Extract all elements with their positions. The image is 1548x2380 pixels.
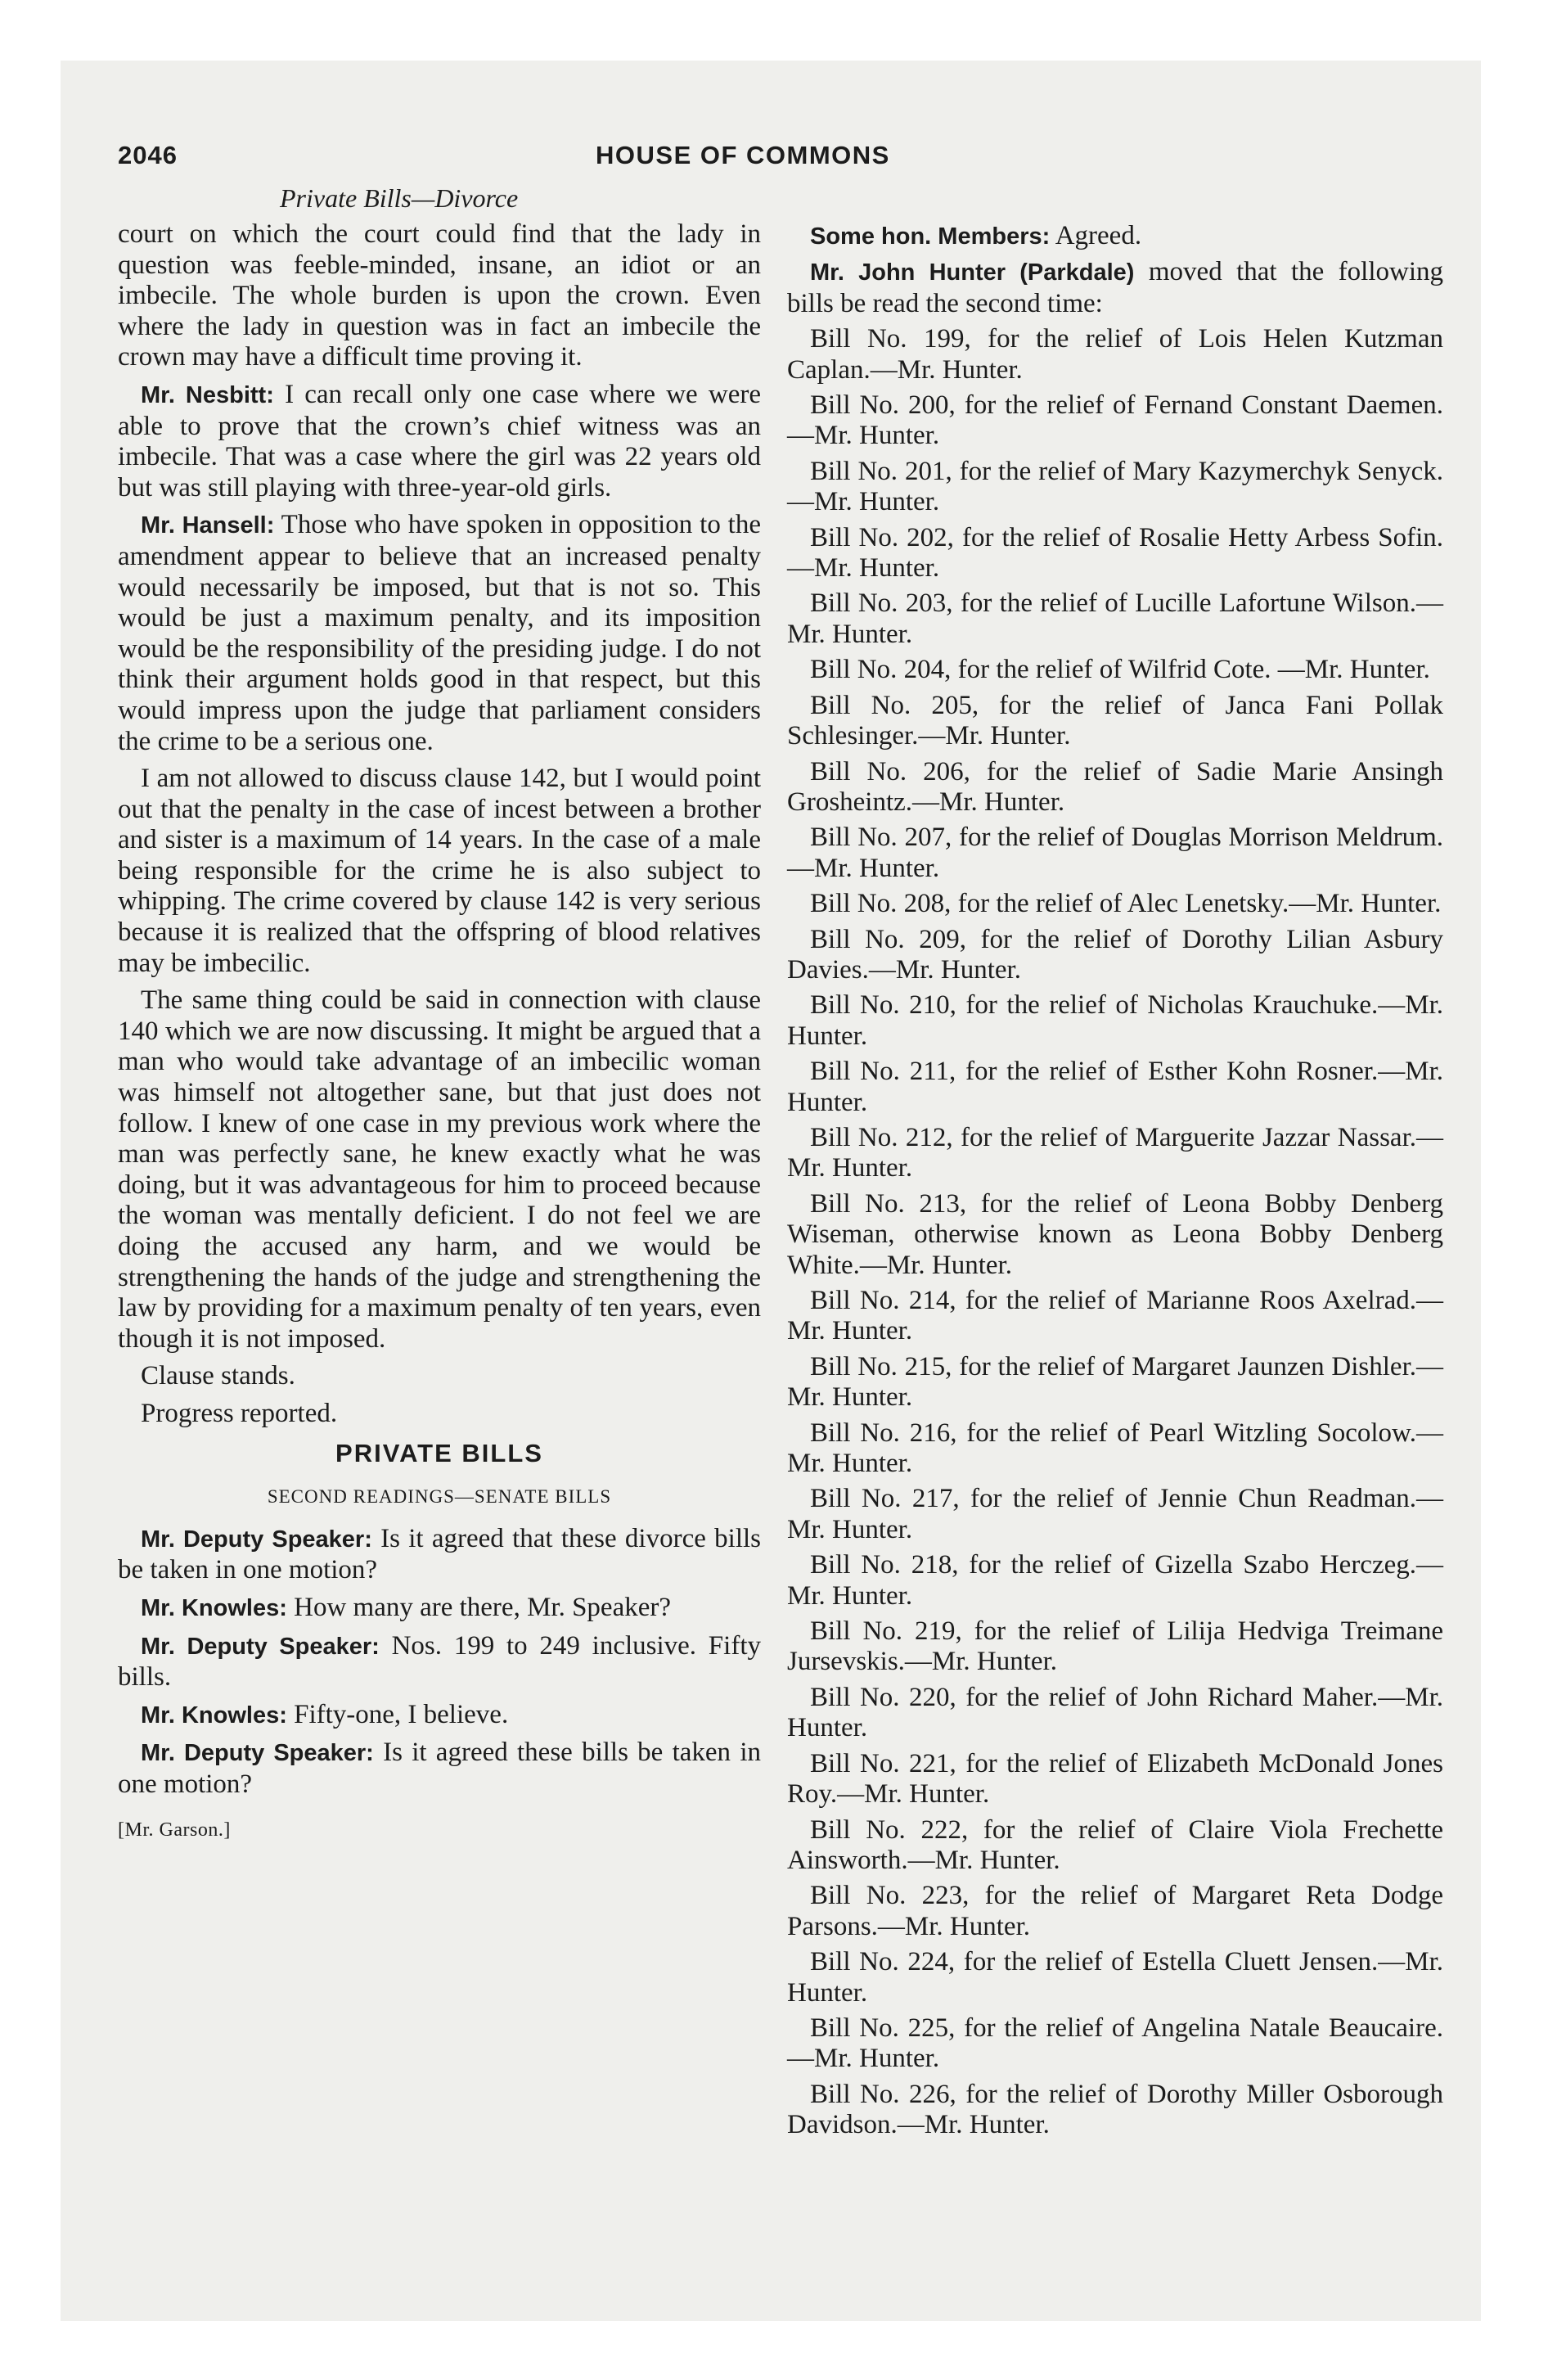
speaker-name: Mr. Knowles:	[141, 1594, 287, 1621]
speech-paragraph	[118, 1631, 761, 1693]
speech-text: Is it agreed that these divorce bills be taken in one motion?	[118, 1523, 761, 1585]
procedural-note: Progress reported.	[141, 1398, 338, 1428]
speech-paragraph	[118, 380, 761, 503]
bill-entry: Bill No. 202, for the relief of Rosalie Hetty Arbess Sofin.—Mr. Hunter.	[787, 522, 1443, 584]
speaker-name: Mr. Deputy Speaker:	[141, 1633, 380, 1660]
paragraph: The same thing could be said in connection with clause 140 which we are now discussing. It might be argued that a man who would take advantage of an imbecilic woman was himself not altogether sane, but that just does not follow. I knew of one case in my previous work where the man was perfectly sane, he knew exactly what he was doing, but it was advantageous for him to proceed because the woman was mentally deficient. I do not feel we are doing the accused any harm, and we would be strengthening the hands of the judge and strengthening the law by providing for a maximum penalty of ten years, even though it is not imposed.	[118, 985, 761, 1354]
bill-entry: Bill No. 213, for the relief of Leona Bobby Denberg Wiseman, otherwise known as Leona Bobby Denberg White.—Mr. Hunter.	[787, 1188, 1443, 1280]
speaker-name: Mr. Hansell:	[141, 512, 275, 539]
bill-list	[787, 324, 1443, 2140]
speech-text: Fifty-one, I believe.	[294, 1699, 509, 1729]
procedural-note: Clause stands.	[141, 1361, 295, 1391]
bill-entry: Bill No. 226, for the relief of Dorothy Miller Osborough Davidson.—Mr. Hunter.	[787, 2079, 1443, 2140]
speech-paragraph	[787, 257, 1443, 319]
bill-entry: Bill No. 216, for the relief of Pearl Witzling Socolow.—Mr. Hunter.	[787, 1418, 1443, 1479]
bill-entry: Bill No. 221, for the relief of Elizabeth McDonald Jones Roy.—Mr. Hunter.	[787, 1748, 1443, 1810]
speaker-name: Mr. Knowles:	[141, 1702, 287, 1729]
speech-paragraph	[118, 1738, 761, 1800]
bill-entry: Bill No. 223, for the relief of Margaret Reta Dodge Parsons.—Mr. Hunter.	[787, 1881, 1443, 1941]
speech-paragraph	[118, 1524, 761, 1586]
bill-entry: Bill No. 218, for the relief of Gizella Szabo Herczeg.—Mr. Hunter.	[787, 1550, 1443, 1611]
speech-text: moved that the following bills be read the second time:	[787, 257, 1444, 318]
speaker-name: Mr. Deputy Speaker:	[141, 1526, 372, 1553]
speech-paragraph	[118, 510, 761, 757]
bill-entry: Bill No. 211, for the relief of Esther Kohn Rosner.—Mr. Hunter.	[787, 1057, 1443, 1117]
page-number: 2046	[118, 141, 178, 169]
left-column	[118, 219, 761, 1846]
speech-text: How many are there, Mr. Speaker?	[294, 1592, 672, 1622]
paragraph: I am not allowed to discuss clause 142, but I would point out that the penalty in the case of incest between a brother and sister is a maximum of 14 years. In the case of a male being responsible for the crime he is also subject to whipping. The crime covered by clause 142 is very serious because it is realized that the offspring of blood relatives may be imbecilic.	[118, 764, 761, 978]
page-header	[118, 141, 952, 177]
bill-entry: Bill No. 217, for the relief of Jennie Chun Readman.—Mr. Hunter.	[787, 1484, 1443, 1544]
bill-entry: Bill No. 208, for the relief of Alec Lenetsky.—Mr. Hunter.	[810, 889, 1442, 919]
speech-paragraph	[118, 1593, 761, 1625]
bill-entry: Bill No. 206, for the relief of Sadie Marie Ansingh Grosheintz.—Mr. Hunter.	[787, 756, 1443, 817]
speech-paragraph	[787, 221, 1443, 252]
section-title: PRIVATE BILLS	[335, 1438, 543, 1467]
bill-entry: Bill No. 203, for the relief of Lucille Lafortune Wilson.—Mr. Hunter.	[787, 588, 1443, 649]
speaker-name: Some hon. Members:	[810, 223, 1051, 250]
speech-paragraph	[118, 1700, 761, 1732]
bill-entry: Bill No. 215, for the relief of Margaret Jaunzen Dishler.—Mr. Hunter.	[787, 1351, 1443, 1413]
speech-text: Agreed.	[1055, 221, 1142, 250]
speaker-name: Mr. Deputy Speaker:	[141, 1740, 374, 1767]
speech-text: Is it agreed these bills be taken in one motion?	[118, 1738, 761, 1799]
section-subhead: Private Bills—Divorce	[280, 183, 519, 213]
running-head: HOUSE OF COMMONS	[596, 141, 890, 169]
bill-entry: Bill No. 209, for the relief of Dorothy Lilian Asbury Davies.—Mr. Hunter.	[787, 924, 1443, 985]
paragraph: court on which the court could find that the lady in question was feeble-minded, insane, an idiot or an imbecile. The whole burden is upon the crown. Even where the lady in question was in fact an imbecile the crown may have a difficult time proving it.	[118, 219, 761, 372]
right-column	[787, 221, 1443, 2146]
speech-text: Those who have spoken in opposition to the amendment appear to believe that an increased penalty would necessarily be imposed, but that is not so. This would be just a maximum penalty, and its imposition would be the responsibility of the presiding judge. I do not think their argument holds good in that respect, but this would impress upon the judge that parliament considers the crime to be a serious one.	[118, 510, 761, 756]
bill-entry: Bill No. 219, for the relief of Lilija Hedviga Treimane Jursevskis.—Mr. Hunter.	[787, 1616, 1443, 1677]
bill-entry: Bill No. 204, for the relief of Wilfrid Cote. —Mr. Hunter.	[810, 655, 1430, 685]
bill-entry: Bill No. 214, for the relief of Marianne Roos Axelrad.—Mr. Hunter.	[787, 1286, 1443, 1346]
bill-entry: Bill No. 207, for the relief of Douglas Morrison Meldrum.—Mr. Hunter.	[787, 823, 1443, 883]
bill-entry: Bill No. 199, for the relief of Lois Helen Kutzman Caplan.—Mr. Hunter.	[787, 324, 1443, 385]
bill-entry: Bill No. 220, for the relief of John Richard Maher.—Mr. Hunter.	[787, 1682, 1443, 1743]
speaker-name: Mr. Nesbitt:	[141, 381, 274, 408]
speech-text: I can recall only one case where we were able to prove that the crown’s chief witness was an imbecile. That was a case where the girl was 22 years old but was still playing with three-year-old girls.	[118, 379, 762, 503]
bill-entry: Bill No. 201, for the relief of Mary Kazymerchyk Senyck.—Mr. Hunter.	[787, 456, 1443, 517]
speaker-footer: [Mr. Garson.]	[118, 1819, 231, 1841]
bill-entry: Bill No. 224, for the relief of Estella Cluett Jensen.—Mr. Hunter.	[787, 1947, 1443, 2008]
speech-text: Nos. 199 to 249 inclusive. Fifty bills.	[118, 1630, 761, 1693]
bill-entry: Bill No. 205, for the relief of Janca Fani Pollak Schlesinger.—Mr. Hunter.	[787, 690, 1443, 751]
bill-entry: Bill No. 212, for the relief of Marguerite Jazzar Nassar.—Mr. Hunter.	[787, 1122, 1443, 1183]
section-subtitle: SECOND READINGS—SENATE BILLS	[267, 1486, 612, 1508]
bill-entry: Bill No. 200, for the relief of Fernand Constant Daemen.—Mr. Hunter.	[787, 390, 1443, 451]
bill-entry: Bill No. 225, for the relief of Angelina Natale Beaucaire.—Mr. Hunter.	[787, 2013, 1443, 2074]
bill-entry: Bill No. 210, for the relief of Nicholas Krauchuke.—Mr. Hunter.	[787, 990, 1443, 1051]
speaker-name: Mr. John Hunter (Parkdale)	[810, 259, 1135, 286]
bill-entry: Bill No. 222, for the relief of Claire Viola Frechette Ainsworth.—Mr. Hunter.	[787, 1814, 1443, 1875]
